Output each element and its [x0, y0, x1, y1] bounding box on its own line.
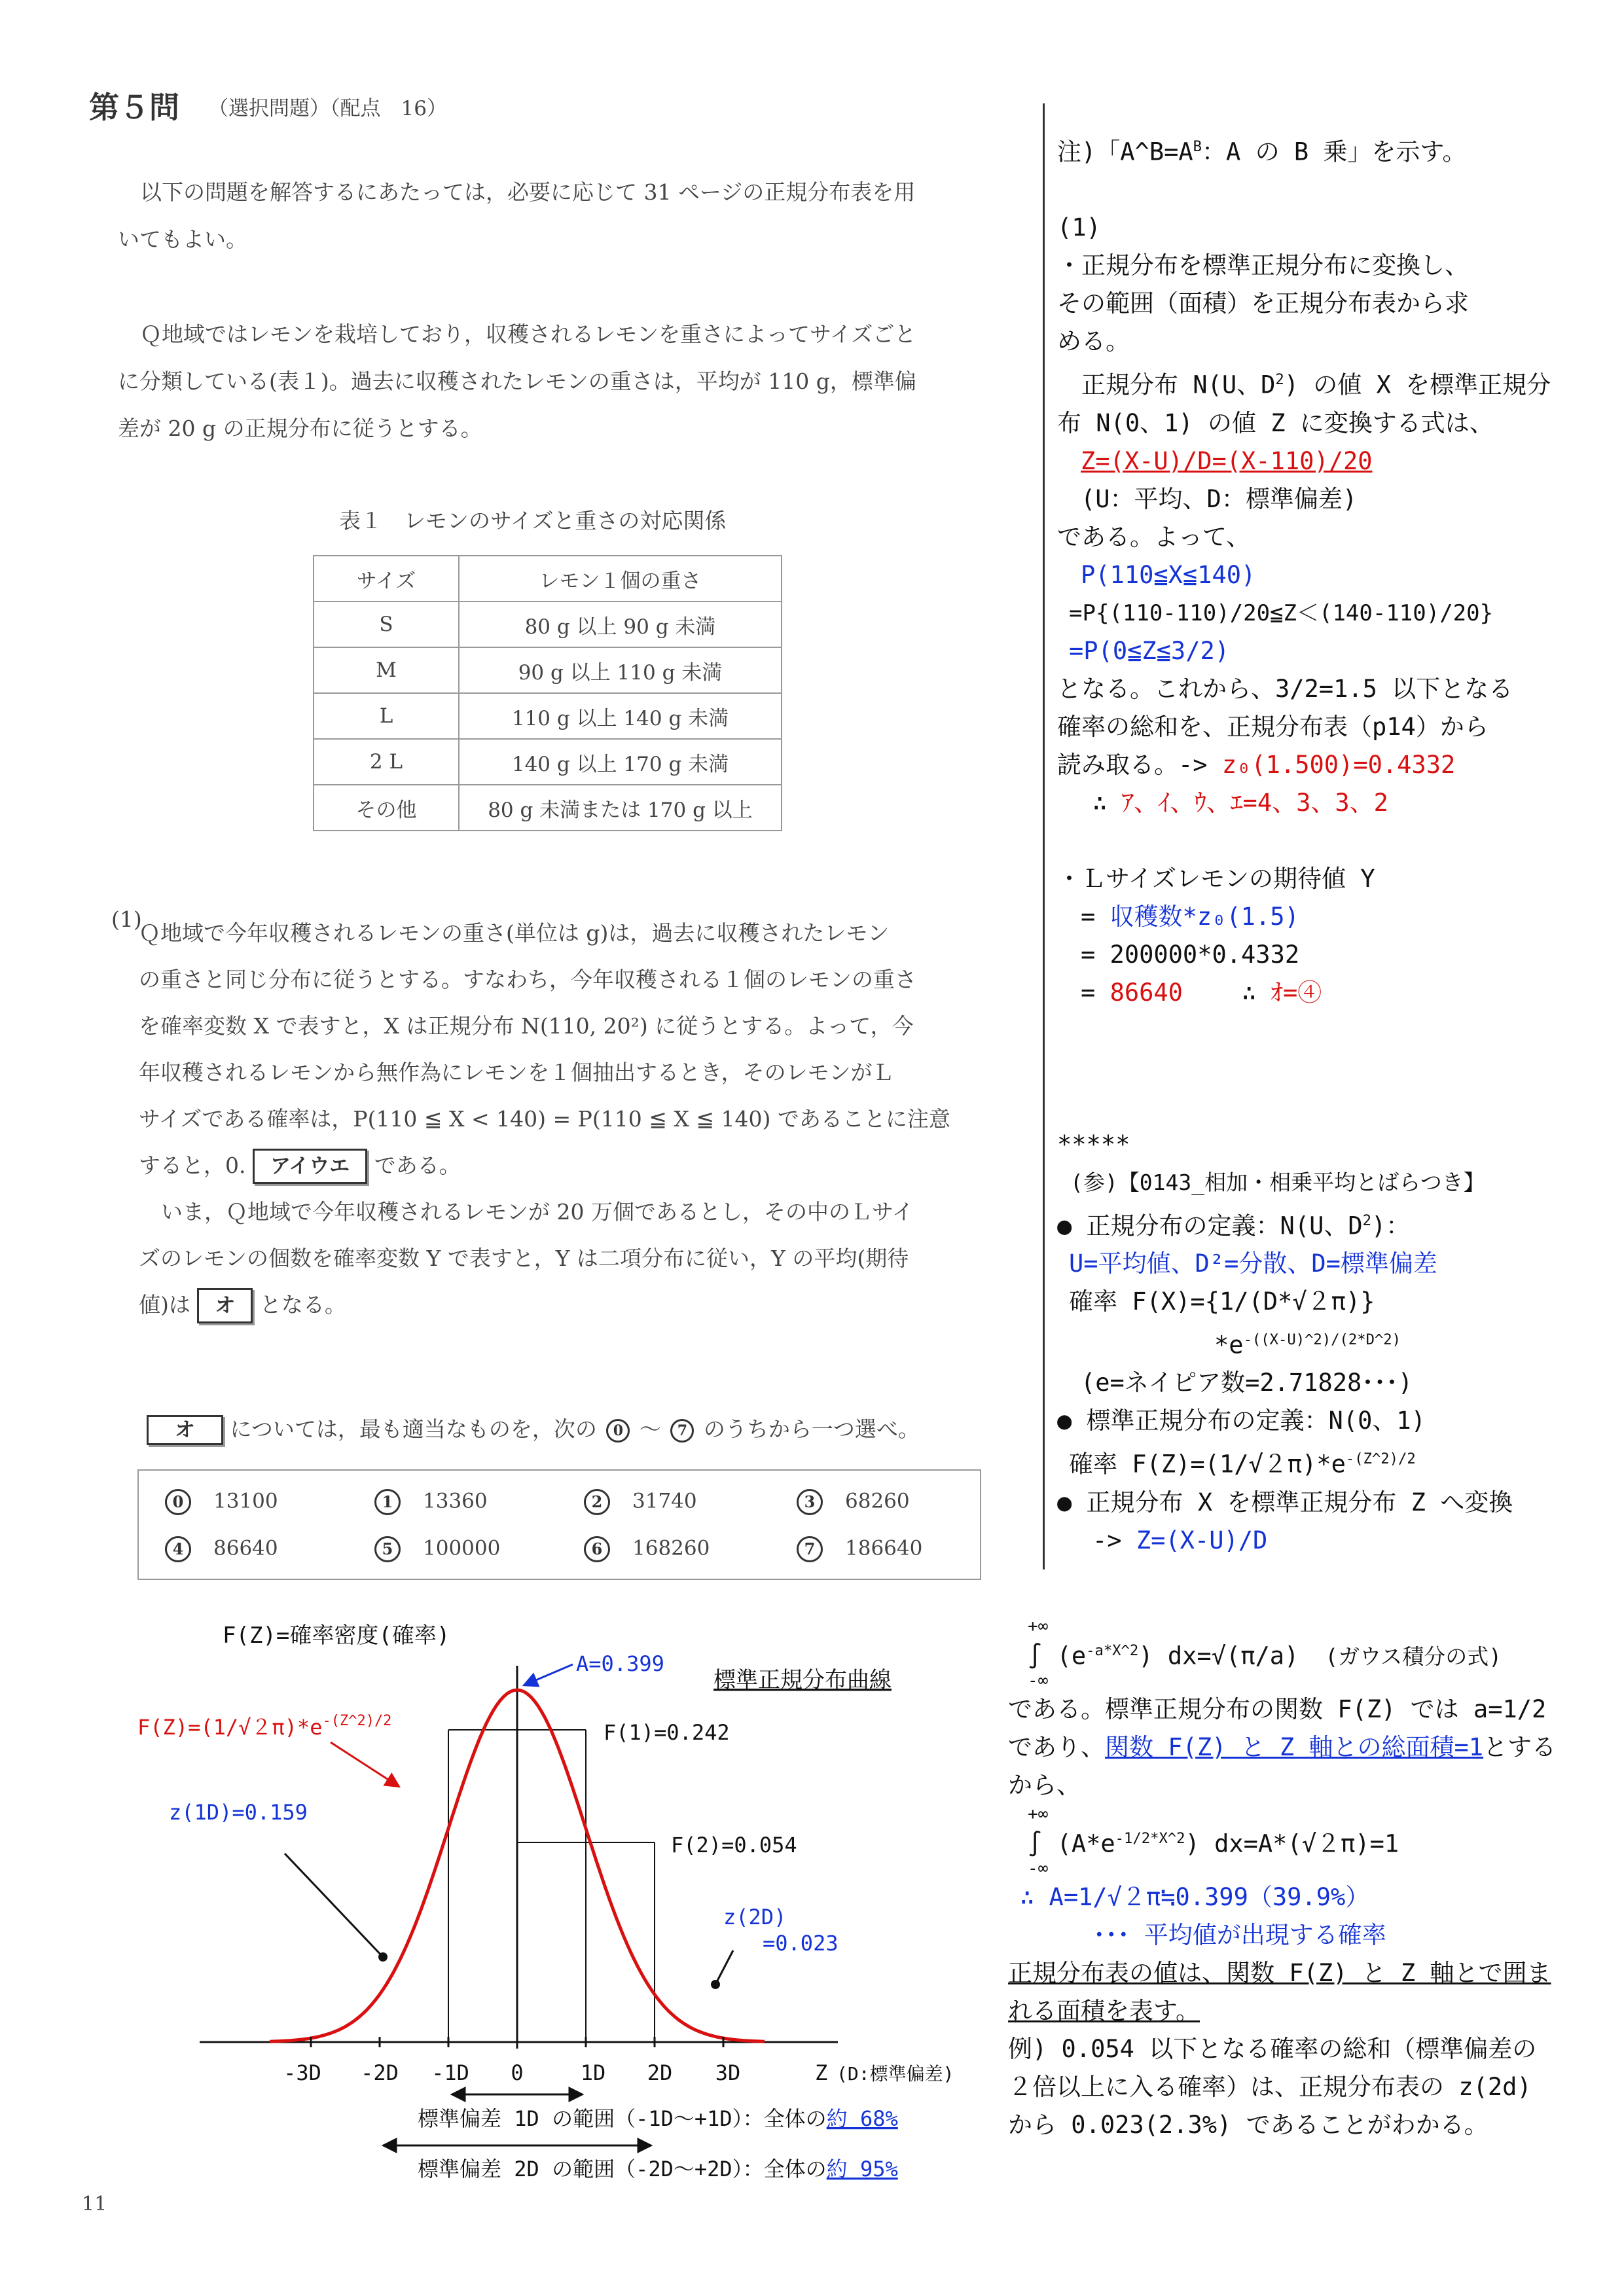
z2d-pointer [717, 1950, 733, 1982]
z1d-label: z(1D)=0.159 [169, 1800, 308, 1825]
note-line: 正規分布 N(U、$D^2$) の値 X を標準正規分 [1057, 370, 1551, 399]
circled-number: 5 [374, 1536, 401, 1562]
intro-line: いてもよい。 [118, 226, 247, 252]
table-cell: 80 g 以上 90 g 未満 [459, 601, 782, 647]
circled-number: 7 [797, 1536, 823, 1562]
gauss-section [1008, 1617, 1617, 2144]
gauss-line: ∴ A=1/√２π≒0.399（39.9%） [1020, 1882, 1370, 1911]
part1-line: サイズである確率は，P(110 ≦ X < 140) = P(110 ≦ X ≦ 140) であることに注意 [139, 1106, 950, 1132]
note-line: (e=ネイピア数=2.71828･･･) [1081, 1369, 1413, 1397]
note-line: める。 [1057, 327, 1130, 356]
setup-paragraph [118, 311, 988, 452]
part1-line: の重さと同じ分布に従うとする。すなわち，今年収穫される１個のレモンの重さ [139, 967, 916, 992]
problem-subtitle: （選択問題）（配点 16） [208, 97, 447, 120]
table-cell: 90 g 以上 110 g 未満 [459, 647, 782, 693]
instruction-text: のうちから一つ選べ。 [703, 1416, 920, 1442]
choice-value: 100000 [423, 1536, 501, 1560]
note-line: = 200000*0.4332 [1081, 940, 1300, 969]
circled-number: 3 [797, 1489, 823, 1515]
formula-arrow [331, 1742, 399, 1787]
gauss-integral: ∫ $(A*e^{-1/2*X\^{}2})$ dx=A*(√２π)=1 [1028, 1829, 1399, 1858]
note-line: -> Z=(X-U)/D [1092, 1526, 1268, 1554]
gauss-integral: ∫ $(e^{-a*X\^{}2})$ dx=√(π/a) (ガウス積分の式) [1028, 1641, 1502, 1670]
z2d-point [711, 1980, 720, 1989]
table-cell: 2 L [314, 739, 459, 785]
table-caption: 表１ レモンのサイズと重さの対応関係 [339, 508, 727, 533]
peak-label: A=0.399 [576, 1651, 664, 1676]
gauss-line: 例) 0.054 以下となる確率の総和（標準偏差の [1008, 2034, 1537, 2063]
gauss-line: から 0.023(2.3%) であることがわかる。 [1008, 2110, 1489, 2139]
range1-text: 標準偏差 1D の範囲（-1D～+1D）：全体の約 68% [418, 2106, 898, 2131]
answer-box-o[interactable]: オ [197, 1288, 253, 1323]
f1-label: F(1)=0.242 [604, 1720, 730, 1745]
note-line: 確率 $F(Z)=(1/√2\pi)*e^{-(Z\^{}2)/2}$ [1069, 1450, 1416, 1479]
choice-item[interactable] [584, 1536, 710, 1562]
circled-number: 0 [165, 1489, 191, 1515]
table-header-row [314, 556, 782, 601]
integral-upper-limit: +∞ [1028, 1617, 1049, 1636]
circled-number: 0 [606, 1419, 630, 1443]
choices-box [137, 1469, 981, 1580]
choice-item[interactable] [165, 1536, 278, 1562]
f2-label: F(2)=0.054 [671, 1833, 797, 1857]
note-line: ● 正規分布 X を標準正規分布 Z へ変換 [1057, 1488, 1513, 1516]
tick-label: -2D [361, 2060, 399, 2085]
circled-number: 4 [165, 1536, 191, 1562]
notes-column [1057, 128, 1607, 1560]
part1-text: すると，0. [139, 1153, 246, 1178]
gauss-line: れる面積を表す。 [1008, 1996, 1200, 2025]
note-line: ・Ｌサイズレモンの期待値 Y [1057, 864, 1375, 893]
note-line: U=平均値、D²=分散、D=標準偏差 [1069, 1249, 1437, 1278]
note-line: ● 正規分布の定義：N(U、$D^2$)： [1057, 1211, 1411, 1240]
gauss-line: ･･･ 平均値が出現する確率 [1093, 1920, 1386, 1949]
setup-line: に分類している(表１)。過去に収穫されたレモンの重さは，平均が 110 g，標準偏 [118, 368, 916, 394]
table-cell: M [314, 647, 459, 693]
intro-paragraph [118, 169, 988, 263]
note-line: P(110≦X≦140) [1081, 560, 1256, 589]
table-row [314, 739, 782, 785]
gauss-line: ２倍以上に入る確率）は、正規分布表の z(2d) [1008, 2072, 1532, 2101]
note-line: =P(0≦Z≦3/2) [1069, 636, 1230, 665]
gauss-line: 正規分布表の値は、関数 F(Z) と Z 軸とで囲ま [1008, 1958, 1551, 1987]
choice-value: 13360 [423, 1489, 488, 1513]
choice-value: 168260 [632, 1536, 710, 1560]
choice-value: 68260 [845, 1489, 910, 1513]
note-line: = 86640 ∴ ｵ=④ [1081, 978, 1322, 1007]
integral-lower-limit: -∞ [1028, 1671, 1049, 1691]
note-line: その範囲（面積）を正規分布表から求 [1057, 289, 1469, 318]
choice-value: 86640 [213, 1536, 278, 1560]
table-cell: 110 g 以上 140 g 未満 [459, 693, 782, 739]
choice-item[interactable] [797, 1489, 910, 1515]
table-row [314, 693, 782, 739]
note-line: =P{(110-110)/20≦Z＜(140-110)/20} [1069, 600, 1494, 626]
part1-line: 年収穫されるレモンから無作為にレモンを１個抽出するとき，そのレモンがＬ [139, 1060, 894, 1085]
choice-value: 31740 [632, 1489, 697, 1513]
tick-label: -1D [431, 2060, 469, 2085]
part1-text: である。 [374, 1153, 461, 1178]
choice-item[interactable] [374, 1489, 488, 1515]
circled-number: 2 [584, 1489, 610, 1515]
z2d-label: z(2D) [723, 1905, 787, 1929]
tick-label: -3D [283, 2060, 321, 2085]
graph-title: 標準正規分布曲線 [713, 1667, 892, 1693]
part1-line: ズのレモンの個数を確率変数 Y で表すと，Y は二項分布に従い，Y の平均(期待 [139, 1246, 909, 1271]
part1-label: (1) [111, 906, 142, 932]
note-line: $*e^{-((X-U)\^{}2)/(2*D\^{}2)}$ [1214, 1331, 1401, 1359]
problem-number: 第５問 [89, 90, 179, 125]
z-axis-label: Z [815, 2060, 828, 2085]
choice-value: 186640 [845, 1536, 923, 1560]
choice-item[interactable] [584, 1489, 697, 1515]
range2-text: 標準偏差 2D の範囲（-2D～+2D）：全体の約 95% [418, 2157, 898, 2181]
choice-value: 13100 [213, 1489, 278, 1513]
gauss-line: であり、関数 F(Z) と Z 軸との総面積=1とする [1008, 1733, 1557, 1762]
circled-number: 1 [374, 1489, 401, 1515]
table-cell: 140 g 以上 170 g 未満 [459, 739, 782, 785]
note-line: = 収穫数*z₀(1.5) [1081, 902, 1299, 931]
choice-item[interactable] [165, 1489, 278, 1515]
table-header: サイズ [314, 556, 459, 601]
column-divider [1043, 103, 1045, 1570]
tick-label: 2D [647, 2060, 673, 2085]
curve-formula: $F(Z)=(1/√2\pi)*e^{-(Z\^{}2)/2}$ [137, 1713, 392, 1740]
normal-distribution-graph [0, 1597, 1008, 2238]
part1-line: Ｑ地域で今年収穫されるレモンの重さ(単位は g)は，過去に収穫されたレモン [139, 920, 890, 946]
tick-label: 3D [715, 2060, 741, 2085]
integral-lower-limit: -∞ [1028, 1858, 1049, 1878]
note-line: 注)「$A\^{}B=A^B$：A の B 乗」を示す。 [1057, 137, 1467, 166]
tick-label: 1D [580, 2060, 606, 2085]
table-cell: 80 g 未満または 170 g 以上 [459, 785, 782, 831]
setup-line: Ｑ地域ではレモンを栽培しており，収穫されるレモンを重さによってサイズごと [140, 321, 916, 347]
table-cell: L [314, 693, 459, 739]
table-row [314, 785, 782, 831]
part1-line: いま，Ｑ地域で今年収穫されるレモンが 20 万個であるとし，その中のＬサイ [161, 1199, 914, 1225]
y-axis-label: F(Z)=確率密度(確率) [223, 1623, 450, 1649]
choice-instruction [147, 1406, 920, 1453]
note-line: (U：平均、D：標準偏差) [1081, 484, 1358, 513]
peak-arrow [524, 1664, 573, 1685]
note-line: ● 標準正規分布の定義：N(0、1) [1057, 1407, 1426, 1435]
table-cell: S [314, 601, 459, 647]
setup-line: 差が 20 g の正規分布に従うとする。 [118, 416, 482, 441]
note-line: 読み取る。-> z₀(1.500)=0.4332 [1057, 750, 1456, 779]
z-axis-note: (D:標準偏差) [837, 2063, 954, 2085]
page-number: 11 [82, 2193, 107, 2215]
tick-label: 0 [511, 2060, 524, 2085]
table-header: レモン１個の重さ [459, 556, 782, 601]
note-line: 布 N(0、1) の値 Z に変換する式は、 [1057, 408, 1494, 437]
gauss-line: から、 [1008, 1771, 1081, 1800]
note-line: 確率の総和を、正規分布表（p14）から [1057, 712, 1489, 741]
part1-line: を確率変数 X で表すと，X は正規分布 N(110, 20²) に従うとする。よって，今 [139, 1013, 914, 1039]
note-line: (1) [1057, 213, 1101, 242]
part1-text: となる。 [259, 1292, 346, 1318]
note-line: 確率 F(X)={1/(D*√２π)} [1069, 1287, 1375, 1316]
z1d-pointer [285, 1854, 383, 1957]
size-weight-table [313, 555, 782, 831]
note-line: となる。これから、3/2=1.5 以下となる [1057, 674, 1513, 703]
table-row [314, 647, 782, 693]
answer-box-aiue[interactable]: アイウエ [253, 1149, 367, 1184]
circled-number: 6 [584, 1536, 610, 1562]
integral-upper-limit: +∞ [1028, 1804, 1049, 1825]
note-line: Z=(X-U)/D=(X-110)/20 [1081, 446, 1373, 475]
note-line: (参)【0143_相加・相乗平均とばらつき】 [1070, 1169, 1485, 1195]
circled-number: 7 [670, 1419, 694, 1443]
instruction-text: ～ [639, 1416, 661, 1442]
part1-paragraph [139, 910, 990, 1328]
choice-item[interactable] [797, 1536, 922, 1562]
instruction-box-o: オ [147, 1415, 223, 1445]
z2d-value: =0.023 [763, 1931, 839, 1956]
table-row [314, 601, 782, 647]
intro-line: 以下の問題を解答するにあたっては，必要に応じて 31 ページの正規分布表を用 [140, 179, 916, 205]
table-cell: その他 [314, 785, 459, 831]
note-line: ∴ ｱ、ｲ、ｳ、ｴ=4、3、3、2 [1092, 788, 1388, 817]
note-line: ・正規分布を標準正規分布に変換し、 [1057, 251, 1469, 280]
part1-text: 値)は [139, 1292, 190, 1318]
part1-line [139, 1142, 990, 1189]
part1-line [139, 1282, 990, 1328]
note-line: である。よって、 [1057, 522, 1251, 551]
gauss-line: である。標準正規分布の関数 F(Z) では a=1/2 [1008, 1695, 1547, 1724]
z1d-point [378, 1952, 388, 1962]
choice-item[interactable] [374, 1536, 500, 1562]
instruction-text: については，最も適当なものを，次の [230, 1416, 597, 1442]
note-line: ***** [1057, 1130, 1130, 1158]
